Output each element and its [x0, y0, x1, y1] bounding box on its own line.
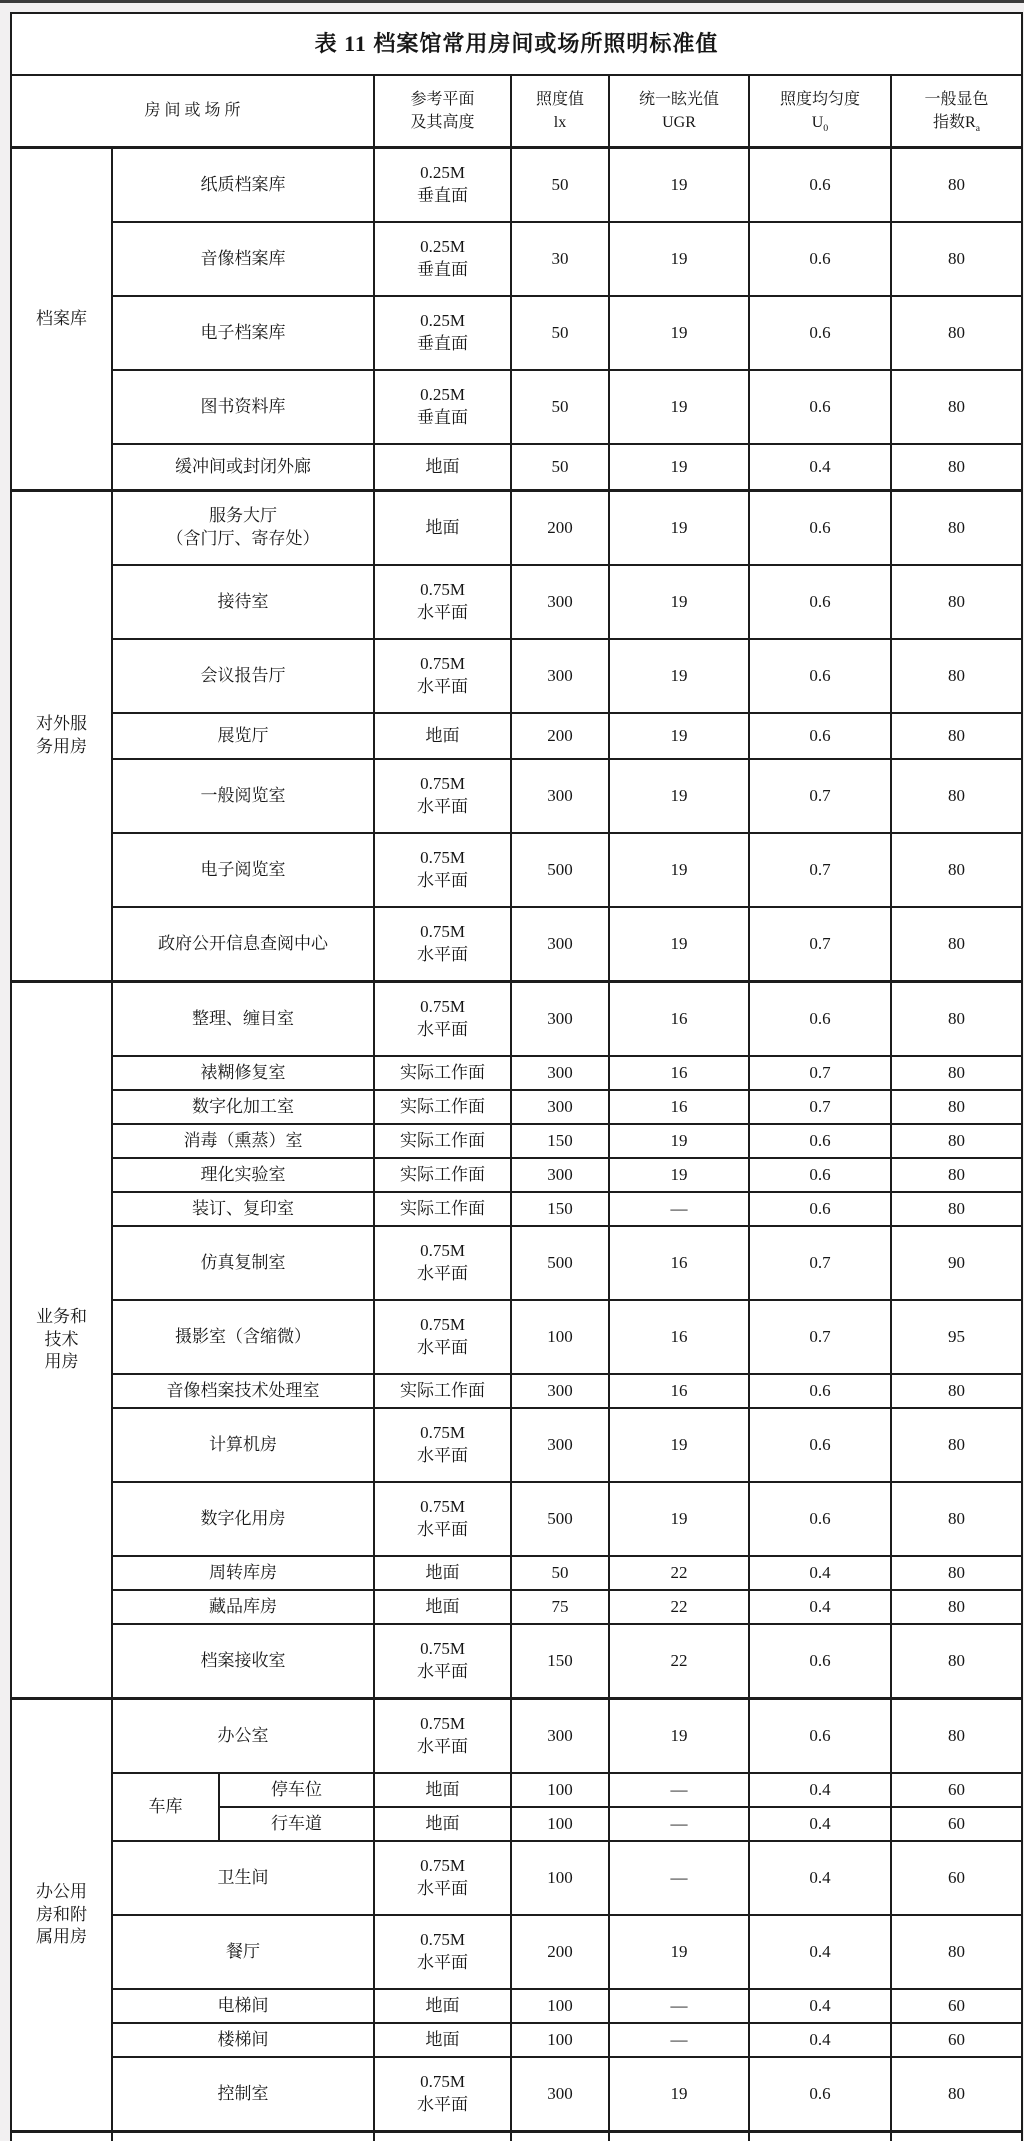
header-lx: 照度值 lx — [511, 75, 609, 148]
lx-value-cell: 300 — [511, 639, 609, 713]
lx-value-cell: 300 — [511, 1158, 609, 1192]
room-name-cell: 图书资料库 — [112, 370, 374, 444]
room-name-cell: 办公室 — [112, 1699, 374, 1774]
u0-value-cell: 0.6 — [749, 639, 891, 713]
garage-group-cell: 车库 — [112, 1773, 219, 1841]
table-row — [11, 1624, 1022, 1699]
ugr-value-cell: 19 — [609, 148, 749, 223]
lx-value-cell: 500 — [511, 1482, 609, 1556]
lighting-standards-table — [10, 12, 1023, 2141]
table-row — [11, 491, 1022, 566]
lx-value-cell: 300 — [511, 565, 609, 639]
ra-value-cell: 60 — [891, 1989, 1022, 2023]
ref-plane-cell: 实际工作面 — [374, 1158, 511, 1192]
lx-value-cell: 100 — [511, 1300, 609, 1374]
ref-plane-cell — [374, 2132, 511, 2141]
table-row — [11, 713, 1022, 759]
room-name-cell: 展览厅 — [112, 713, 374, 759]
lx-value-cell: 50 — [511, 1556, 609, 1590]
ref-plane-cell: 0.75M 水平面 — [374, 907, 511, 982]
room-name-cell: 卫生间 — [112, 1841, 374, 1915]
u0-value-cell: 0.4 — [749, 2023, 891, 2057]
ref-plane-cell: 0.75M 水平面 — [374, 759, 511, 833]
ra-value-cell: 80 — [891, 713, 1022, 759]
room-name-cell: 摄影室（含缩微） — [112, 1300, 374, 1374]
u0-value-cell: 0.6 — [749, 296, 891, 370]
ref-plane-cell: 0.25M 垂直面 — [374, 148, 511, 223]
u0-value-cell: 0.6 — [749, 1624, 891, 1699]
ra-value-cell: 80 — [891, 1192, 1022, 1226]
ref-plane-cell: 地面 — [374, 1590, 511, 1624]
room-name-cell: 服务大厅 （含门厅、寄存处） — [112, 491, 374, 566]
u0-value-cell: 0.4 — [749, 1556, 891, 1590]
ra-value-cell: 80 — [891, 833, 1022, 907]
table-row — [11, 907, 1022, 982]
section-cell: 办公用 房和附 属用房 — [11, 1699, 112, 2132]
room-name-cell — [112, 2132, 374, 2141]
u0-value-cell: 0.6 — [749, 1124, 891, 1158]
ref-plane-cell: 地面 — [374, 1807, 511, 1841]
u0-value-cell: 0.6 — [749, 982, 891, 1057]
ugr-value-cell: 19 — [609, 1124, 749, 1158]
table-row — [11, 1989, 1022, 2023]
table-row — [11, 370, 1022, 444]
lx-value-cell: 200 — [511, 491, 609, 566]
u0-value-cell: 0.7 — [749, 759, 891, 833]
lx-value-cell: 200 — [511, 1915, 609, 1989]
lx-value-cell: 300 — [511, 1374, 609, 1408]
ugr-value-cell: 16 — [609, 1056, 749, 1090]
u0-value-cell: 0.4 — [749, 1915, 891, 1989]
room-name-cell: 整理、缠目室 — [112, 982, 374, 1057]
ugr-value-cell: — — [609, 1807, 749, 1841]
ref-plane-cell: 0.75M 水平面 — [374, 1226, 511, 1300]
ref-plane-cell: 实际工作面 — [374, 1056, 511, 1090]
table-row — [11, 1482, 1022, 1556]
u0-value-cell: 0.6 — [749, 491, 891, 566]
u0-value-cell: 0.6 — [749, 1408, 891, 1482]
ra-value-cell: 60 — [891, 1773, 1022, 1807]
ugr-value-cell: 19 — [609, 1408, 749, 1482]
ugr-value-cell: — — [609, 1192, 749, 1226]
ra-value-cell: 80 — [891, 1699, 1022, 1774]
table-row — [11, 565, 1022, 639]
ref-plane-cell: 地面 — [374, 713, 511, 759]
cutoff-row — [11, 2132, 1022, 2141]
room-name-cell: 停车位 — [219, 1773, 374, 1807]
room-name-cell: 理化实验室 — [112, 1158, 374, 1192]
ra-value-cell: 80 — [891, 2057, 1022, 2132]
room-name-cell: 会议报告厅 — [112, 639, 374, 713]
lx-value-cell: 200 — [511, 713, 609, 759]
lx-value-cell: 500 — [511, 1226, 609, 1300]
ref-plane-cell: 0.25M 垂直面 — [374, 222, 511, 296]
ugr-value-cell: 19 — [609, 1699, 749, 1774]
ra-value-cell: 80 — [891, 444, 1022, 491]
u0-value-cell: 0.6 — [749, 1192, 891, 1226]
lx-value-cell: 300 — [511, 907, 609, 982]
room-name-cell: 裱糊修复室 — [112, 1056, 374, 1090]
lx-value-cell: 50 — [511, 296, 609, 370]
u0-value-cell: 0.7 — [749, 1056, 891, 1090]
ugr-value-cell: 16 — [609, 1374, 749, 1408]
ugr-value-cell: 16 — [609, 1090, 749, 1124]
room-name-cell: 控制室 — [112, 2057, 374, 2132]
ref-plane-cell: 0.75M 水平面 — [374, 1300, 511, 1374]
window-top-edge — [0, 0, 1024, 3]
ugr-value-cell: 19 — [609, 222, 749, 296]
ra-value-cell: 60 — [891, 1807, 1022, 1841]
ugr-value-cell: 19 — [609, 833, 749, 907]
ra-value-cell: 60 — [891, 2023, 1022, 2057]
ra-value-cell: 80 — [891, 982, 1022, 1057]
ra-value-cell: 80 — [891, 907, 1022, 982]
table-row — [11, 759, 1022, 833]
lx-value-cell: 150 — [511, 1124, 609, 1158]
u0-value-cell: 0.6 — [749, 222, 891, 296]
table-row — [11, 13, 1022, 75]
table-row — [11, 1556, 1022, 1590]
u0-value-cell: 0.7 — [749, 1226, 891, 1300]
ref-plane-cell: 0.75M 水平面 — [374, 1624, 511, 1699]
ugr-value-cell: — — [609, 1989, 749, 2023]
ref-plane-cell: 地面 — [374, 2023, 511, 2057]
lx-value-cell: 50 — [511, 148, 609, 223]
ra-value-cell: 90 — [891, 1226, 1022, 1300]
lx-value-cell: 300 — [511, 759, 609, 833]
header-room: 房 间 或 场 所 — [11, 75, 374, 148]
u0-value-cell: 0.7 — [749, 907, 891, 982]
ugr-value-cell: 19 — [609, 296, 749, 370]
ra-value-cell: 80 — [891, 1482, 1022, 1556]
room-name-cell: 纸质档案库 — [112, 148, 374, 223]
table-row — [11, 1090, 1022, 1124]
room-name-cell: 接待室 — [112, 565, 374, 639]
u0-value-cell: 0.6 — [749, 1699, 891, 1774]
ref-plane-cell: 0.75M 水平面 — [374, 982, 511, 1057]
room-name-cell: 数字化加工室 — [112, 1090, 374, 1124]
ref-plane-cell: 0.75M 水平面 — [374, 1699, 511, 1774]
ugr-value-cell: 19 — [609, 444, 749, 491]
ugr-value-cell: 19 — [609, 639, 749, 713]
ra-value-cell: 80 — [891, 759, 1022, 833]
ref-plane-cell: 0.75M 水平面 — [374, 2057, 511, 2132]
table-row — [11, 1374, 1022, 1408]
ref-plane-cell: 0.75M 水平面 — [374, 1915, 511, 1989]
room-name-cell: 一般阅览室 — [112, 759, 374, 833]
ref-plane-cell: 0.75M 水平面 — [374, 1408, 511, 1482]
ra-value-cell: 95 — [891, 1300, 1022, 1374]
u0-value-cell: 0.6 — [749, 370, 891, 444]
ra-value-cell: 80 — [891, 565, 1022, 639]
lx-value-cell: 150 — [511, 1192, 609, 1226]
ra-value-cell: 80 — [891, 1624, 1022, 1699]
header-ref-plane: 参考平面 及其高度 — [374, 75, 511, 148]
header-u0: 照度均匀度 $U_0$ — [749, 75, 891, 148]
ugr-value-cell: 19 — [609, 907, 749, 982]
u0-value-cell: 0.4 — [749, 1773, 891, 1807]
lx-value-cell: 75 — [511, 1590, 609, 1624]
lx-value-cell: 100 — [511, 2023, 609, 2057]
ref-plane-cell: 0.75M 水平面 — [374, 639, 511, 713]
lx-value-cell: 50 — [511, 444, 609, 491]
room-name-cell: 电子阅览室 — [112, 833, 374, 907]
lx-value-cell — [511, 2132, 609, 2141]
room-name-cell: 仿真复制室 — [112, 1226, 374, 1300]
room-name-cell: 档案接收室 — [112, 1624, 374, 1699]
ugr-value-cell: 19 — [609, 1915, 749, 1989]
ref-plane-cell: 实际工作面 — [374, 1374, 511, 1408]
lx-value-cell: 500 — [511, 833, 609, 907]
table-row — [11, 75, 1022, 148]
u0-value-cell: 0.6 — [749, 2057, 891, 2132]
ra-value-cell: 80 — [891, 1124, 1022, 1158]
ra-value-cell: 60 — [891, 1841, 1022, 1915]
table-row — [11, 444, 1022, 491]
lx-value-cell: 50 — [511, 370, 609, 444]
ra-value-cell: 80 — [891, 1056, 1022, 1090]
table-row — [11, 982, 1022, 1057]
ugr-value-cell: — — [609, 1773, 749, 1807]
ra-value-cell: 80 — [891, 1090, 1022, 1124]
room-name-cell: 电梯间 — [112, 1989, 374, 2023]
table-title: 表 11 档案馆常用房间或场所照明标准值 — [11, 13, 1022, 75]
ref-plane-cell: 0.25M 垂直面 — [374, 370, 511, 444]
table-row — [11, 1300, 1022, 1374]
lx-value-cell: 100 — [511, 1807, 609, 1841]
header-ugr: 统一眩光值 UGR — [609, 75, 749, 148]
table-row — [11, 296, 1022, 370]
ra-value-cell: 80 — [891, 1556, 1022, 1590]
ugr-value-cell: 19 — [609, 759, 749, 833]
u0-value-cell — [749, 2132, 891, 2141]
ugr-value-cell: 19 — [609, 370, 749, 444]
u0-value-cell: 0.7 — [749, 1300, 891, 1374]
table-row — [11, 1699, 1022, 1774]
ref-plane-cell: 实际工作面 — [374, 1124, 511, 1158]
ref-plane-cell: 0.75M 水平面 — [374, 1841, 511, 1915]
ref-plane-cell: 地面 — [374, 1556, 511, 1590]
table-row — [11, 1056, 1022, 1090]
ra-value-cell: 80 — [891, 222, 1022, 296]
room-name-cell: 藏品库房 — [112, 1590, 374, 1624]
u0-value-cell: 0.6 — [749, 1158, 891, 1192]
room-name-cell: 楼梯间 — [112, 2023, 374, 2057]
u0-value-cell: 0.6 — [749, 713, 891, 759]
ra-value-cell: 80 — [891, 1374, 1022, 1408]
u0-value-cell: 0.4 — [749, 1841, 891, 1915]
room-name-cell: 政府公开信息查阅中心 — [112, 907, 374, 982]
lx-value-cell: 150 — [511, 1624, 609, 1699]
ugr-value-cell: 19 — [609, 1482, 749, 1556]
section-cell — [11, 2132, 112, 2141]
u0-value-cell: 0.7 — [749, 833, 891, 907]
header-ra: 一般显色 指数$R_a$ — [891, 75, 1022, 148]
ugr-value-cell: 19 — [609, 1158, 749, 1192]
lx-value-cell: 100 — [511, 1989, 609, 2023]
lx-value-cell: 30 — [511, 222, 609, 296]
lx-value-cell: 300 — [511, 1699, 609, 1774]
ref-plane-cell: 地面 — [374, 491, 511, 566]
ra-value-cell: 80 — [891, 1408, 1022, 1482]
ugr-value-cell: 19 — [609, 2057, 749, 2132]
ref-plane-cell: 0.75M 水平面 — [374, 565, 511, 639]
room-name-cell: 数字化用房 — [112, 1482, 374, 1556]
table-row — [11, 2057, 1022, 2132]
table-row — [11, 1158, 1022, 1192]
ugr-value-cell: 16 — [609, 982, 749, 1057]
u0-value-cell: 0.6 — [749, 565, 891, 639]
ref-plane-cell: 实际工作面 — [374, 1192, 511, 1226]
room-name-cell: 计算机房 — [112, 1408, 374, 1482]
table-row — [11, 2023, 1022, 2057]
ugr-value-cell: 19 — [609, 491, 749, 566]
room-name-cell: 缓冲间或封闭外廊 — [112, 444, 374, 491]
room-name-cell: 行车道 — [219, 1807, 374, 1841]
room-name-cell: 周转库房 — [112, 1556, 374, 1590]
ra-value-cell: 80 — [891, 370, 1022, 444]
ra-value-cell: 80 — [891, 296, 1022, 370]
ra-value-cell: 80 — [891, 148, 1022, 223]
table-row — [11, 1773, 1022, 1807]
ugr-value-cell: — — [609, 1841, 749, 1915]
table-row — [11, 1590, 1022, 1624]
u0-value-cell: 0.6 — [749, 148, 891, 223]
u0-value-cell: 0.6 — [749, 1374, 891, 1408]
u0-value-cell: 0.4 — [749, 1590, 891, 1624]
ugr-value-cell: 22 — [609, 1556, 749, 1590]
room-name-cell: 消毒（熏蒸）室 — [112, 1124, 374, 1158]
lx-value-cell: 300 — [511, 1090, 609, 1124]
ref-plane-cell: 地面 — [374, 444, 511, 491]
room-name-cell: 装订、复印室 — [112, 1192, 374, 1226]
table-row — [11, 1841, 1022, 1915]
ugr-value-cell: 19 — [609, 565, 749, 639]
table-row — [11, 148, 1022, 223]
ra-value-cell: 80 — [891, 1158, 1022, 1192]
table-row — [11, 1226, 1022, 1300]
ra-value-cell: 80 — [891, 491, 1022, 566]
ugr-value-cell: 16 — [609, 1226, 749, 1300]
ugr-value-cell: 16 — [609, 1300, 749, 1374]
ref-plane-cell: 地面 — [374, 1773, 511, 1807]
table-row — [11, 639, 1022, 713]
u0-value-cell: 0.7 — [749, 1090, 891, 1124]
u0-value-cell: 0.4 — [749, 444, 891, 491]
room-name-cell: 餐厅 — [112, 1915, 374, 1989]
ref-plane-cell: 0.75M 水平面 — [374, 1482, 511, 1556]
table-row — [11, 1408, 1022, 1482]
u0-value-cell: 0.6 — [749, 1482, 891, 1556]
ugr-value-cell — [609, 2132, 749, 2141]
section-cell: 对外服 务用房 — [11, 491, 112, 982]
table-row — [11, 222, 1022, 296]
u0-value-cell: 0.4 — [749, 1807, 891, 1841]
room-name-cell: 电子档案库 — [112, 296, 374, 370]
section-cell: 业务和 技术 用房 — [11, 982, 112, 1699]
room-name-cell: 音像档案库 — [112, 222, 374, 296]
ref-plane-cell: 实际工作面 — [374, 1090, 511, 1124]
ra-value-cell — [891, 2132, 1022, 2141]
ugr-value-cell: 22 — [609, 1590, 749, 1624]
table-row — [11, 1124, 1022, 1158]
ref-plane-cell: 0.75M 水平面 — [374, 833, 511, 907]
table-row — [11, 833, 1022, 907]
lx-value-cell: 300 — [511, 982, 609, 1057]
table-row — [11, 1915, 1022, 1989]
ugr-value-cell: 22 — [609, 1624, 749, 1699]
table-row — [11, 1192, 1022, 1226]
lx-value-cell: 100 — [511, 1841, 609, 1915]
ugr-value-cell: — — [609, 2023, 749, 2057]
ref-plane-cell: 地面 — [374, 1989, 511, 2023]
lx-value-cell: 100 — [511, 1773, 609, 1807]
ra-value-cell: 80 — [891, 639, 1022, 713]
ra-value-cell: 80 — [891, 1590, 1022, 1624]
lx-value-cell: 300 — [511, 1056, 609, 1090]
ref-plane-cell: 0.25M 垂直面 — [374, 296, 511, 370]
lx-value-cell: 300 — [511, 2057, 609, 2132]
ugr-value-cell: 19 — [609, 713, 749, 759]
lx-value-cell: 300 — [511, 1408, 609, 1482]
section-cell: 档案库 — [11, 148, 112, 491]
ra-value-cell: 80 — [891, 1915, 1022, 1989]
room-name-cell: 音像档案技术处理室 — [112, 1374, 374, 1408]
u0-value-cell: 0.4 — [749, 1989, 891, 2023]
